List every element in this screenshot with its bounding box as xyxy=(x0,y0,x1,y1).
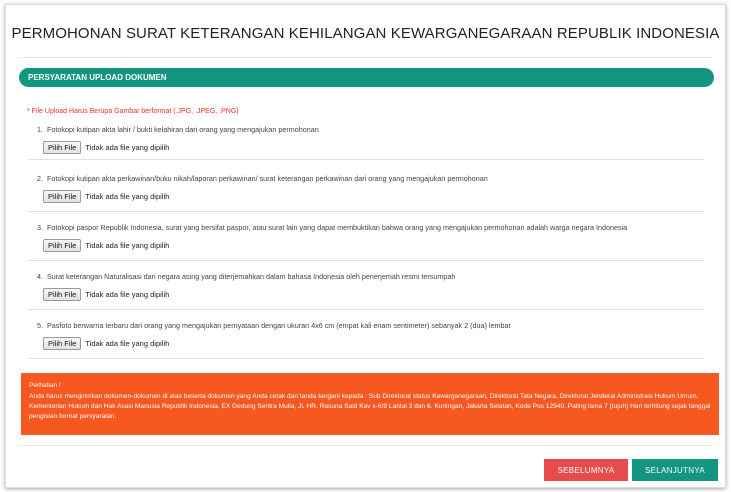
requirement-item-5 xyxy=(37,321,701,348)
file-input-row xyxy=(43,141,169,154)
requirement-number: 4. xyxy=(37,272,43,281)
item-divider xyxy=(29,260,704,261)
requirement-number: 2. xyxy=(37,174,43,183)
file-input-row xyxy=(43,288,169,301)
section-header: PERSYARATAN UPLOAD DOKUMEN xyxy=(19,68,714,87)
page-title: PERMOHONAN SURAT KETERANGAN KEHILANGAN KEWARGANEGARAAN REPUBLIK INDONESIA xyxy=(11,25,720,42)
requirement-label: Fotokopi kutipan akta perkawinan/buku nikah/laporan perkawinan/ surat keterangan perkawinan dari orang yang mengajukan permohonan xyxy=(47,174,488,183)
notice-title: Perhatian ! xyxy=(29,382,61,389)
file-status: Tidak ada file yang dipilih xyxy=(85,192,170,201)
requirement-item-4 xyxy=(37,272,701,299)
requirement-text xyxy=(37,174,701,183)
previous-button[interactable]: SEBELUMNYA xyxy=(544,459,628,481)
footer-divider xyxy=(18,445,713,446)
requirement-item-2 xyxy=(37,174,701,201)
item-divider xyxy=(29,211,704,212)
format-note: * File Upload Harus Berupa Gambar berformat (.JPG, .JPEG, .PNG) xyxy=(27,108,239,115)
requirement-item-3 xyxy=(37,223,701,250)
requirement-item-1 xyxy=(37,125,701,152)
requirement-text xyxy=(37,223,701,232)
item-divider xyxy=(29,309,704,310)
title-divider xyxy=(18,57,713,58)
requirement-label: Fotokopi kutipan akta lahir / bukti kelahiran dari orang yang mengajukan permohonan xyxy=(47,125,319,134)
requirement-label: Surat keterangan Naturalisasi dari negara asing yang diterjemahkan dalam bahasa Indonesia oleh penerjemah resmi tersumpah xyxy=(47,272,456,281)
requirement-text xyxy=(37,321,701,330)
requirement-label: Pasfoto berwarna terbaru dari orang yang mengajukan pernyataan dengan ukuran 4x6 cm (empat kali enam sentimeter) sebanyak 2 (dua) lembar xyxy=(47,321,511,330)
requirement-label: Fotokopi paspor Republik Indonesia, surat yang bersifat paspor, atau surat lain yang dapat membuktikan bahwa orang yang mengajukan permohonan adalah warga negara Indonesia xyxy=(47,223,628,232)
notice-box xyxy=(21,373,719,435)
file-input-row xyxy=(43,190,169,203)
requirement-number: 5. xyxy=(37,321,43,330)
choose-file-button-1[interactable]: Pilih File xyxy=(43,141,81,154)
requirement-number: 3. xyxy=(37,223,43,232)
choose-file-button-2[interactable]: Pilih File xyxy=(43,190,81,203)
notice-body: Anda harus mengirimkan dokumen-dokumen di atas beserta dokumen yang Anda cetak dan tanda tangani kepada : Sub Direktorat status Kewarganegaraan, Direktorat Tata Negara, Direktorat Jenderal Administrasi Hukum Umum, Kementerian Hukum dan Hak Asasi Manusia Republik Indonesia, EX Gedung Sentra Mulia, Jl. HR. Rasuna Said Kav x-6/8 Lantai 3 dan 6. Kuningan, Jakarta Selatan, Kode Pos 12940. Paling lama 7 (tujuh) Hari terhitung sejak tanggal pengisian format persyaratan. xyxy=(29,393,711,420)
requirement-text xyxy=(37,272,701,281)
item-divider xyxy=(29,159,704,160)
file-status: Tidak ada file yang dipilih xyxy=(85,241,170,250)
next-button[interactable]: SELANJUTNYA xyxy=(632,459,718,481)
choose-file-button-3[interactable]: Pilih File xyxy=(43,239,81,252)
requirement-number: 1. xyxy=(37,125,43,134)
file-status: Tidak ada file yang dipilih xyxy=(85,143,170,152)
file-input-row xyxy=(43,239,169,252)
form-container xyxy=(5,4,726,488)
choose-file-button-4[interactable]: Pilih File xyxy=(43,288,81,301)
choose-file-button-5[interactable]: Pilih File xyxy=(43,337,81,350)
file-input-row xyxy=(43,337,169,350)
requirement-text xyxy=(37,125,701,134)
file-status: Tidak ada file yang dipilih xyxy=(85,290,170,299)
file-status: Tidak ada file yang dipilih xyxy=(85,339,170,348)
item-divider xyxy=(29,358,704,359)
